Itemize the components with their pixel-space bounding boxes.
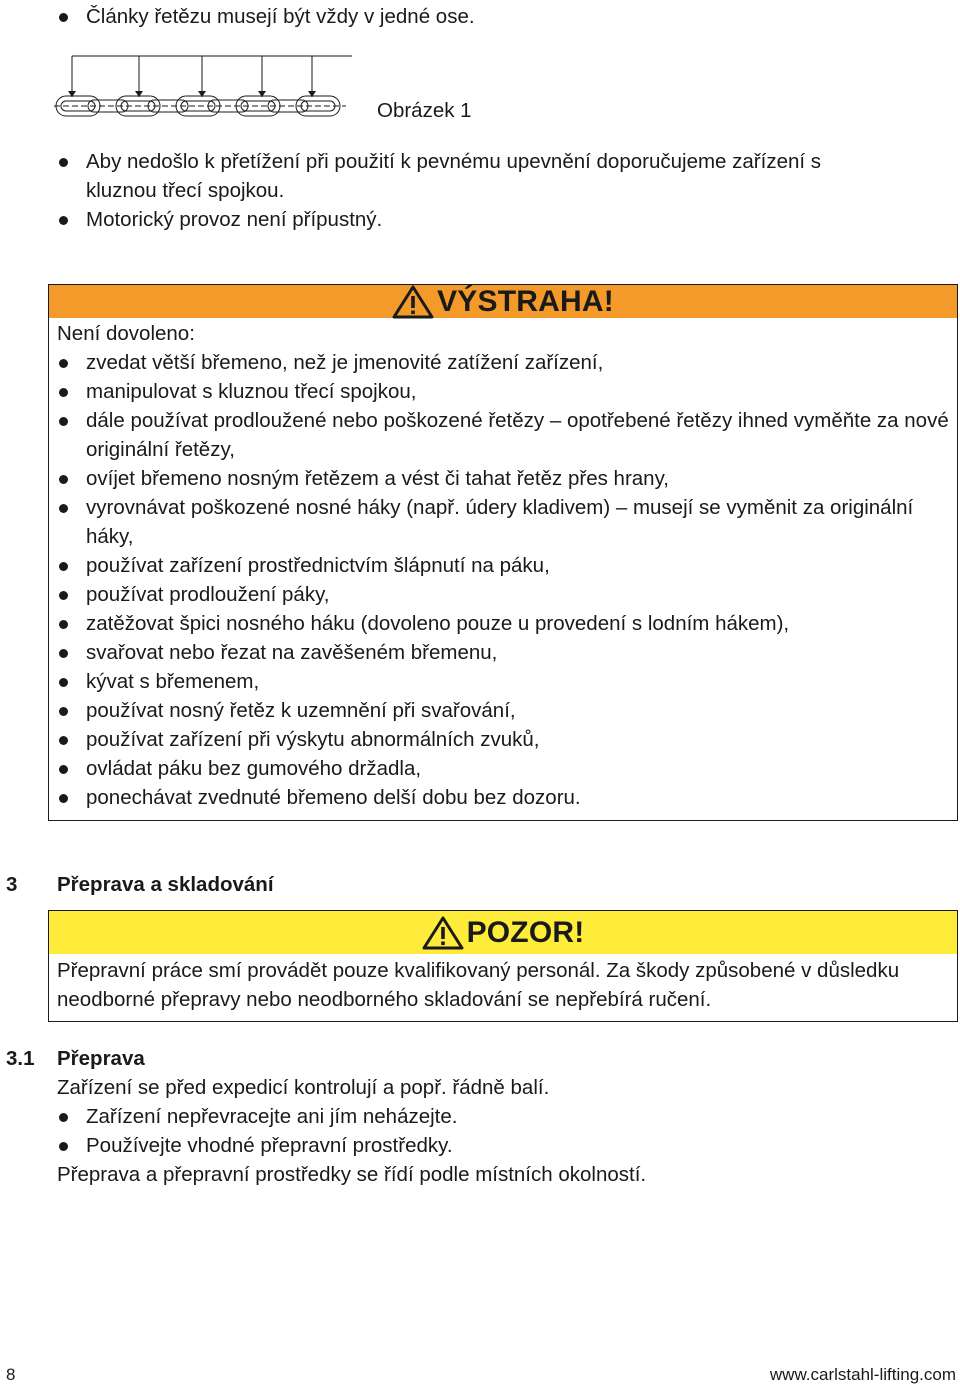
chain-alignment-figure bbox=[54, 53, 354, 123]
subsection-intro: Zařízení se před expedicí kontrolují a popř. řádně balí. bbox=[57, 1076, 550, 1099]
caution-header bbox=[49, 911, 957, 954]
list-item: manipulovat s kluznou třecí spojkou, bbox=[57, 377, 949, 406]
section-title: Přeprava a skladování bbox=[57, 873, 274, 896]
section-number: 3 bbox=[6, 873, 18, 896]
caution-text: Přepravní práce smí provádět pouze kvalifikovaný personál. Za škody způsobené v důsledku neodborné přepravy nebo neodborného skladování se nepřebírá ručení. bbox=[57, 959, 900, 1011]
warning-triangle-icon bbox=[392, 285, 434, 319]
warning-intro: Není dovoleno: bbox=[57, 322, 195, 345]
list-item: dále používat prodloužené nebo poškozené řetězy – opotřebené řetězy ihned vyměňte za nové originální řetězy, bbox=[57, 406, 949, 464]
caution-box bbox=[48, 910, 958, 1022]
list-item: ponechávat zvednuté břemeno delší dobu bez dozoru. bbox=[57, 783, 949, 812]
list-item: používat zařízení prostřednictvím šlápnutí na páku, bbox=[57, 551, 949, 580]
list-item: používat zařízení při výskytu abnormálních zvuků, bbox=[57, 725, 949, 754]
warning-body bbox=[57, 319, 949, 812]
warning-box bbox=[48, 284, 958, 821]
list-item: používat nosný řetěz k uzemnění při svařování, bbox=[57, 696, 949, 725]
page-number: 8 bbox=[6, 1365, 16, 1384]
list-item: kývat s břemenem, bbox=[57, 667, 949, 696]
subsection-title: Přeprava bbox=[57, 1047, 145, 1070]
subsection-number: 3.1 bbox=[6, 1047, 35, 1070]
top-bullet-list bbox=[57, 2, 937, 31]
footer-url: www.carlstahl-lifting.com bbox=[769, 1365, 956, 1384]
figure-caption: Obrázek 1 bbox=[377, 99, 472, 122]
list-item: Zařízení nepřevracejte ani jím neházejte. bbox=[57, 1102, 937, 1131]
subsection-outro: Přeprava a přepravní prostředky se řídí podle místních okolností. bbox=[57, 1163, 647, 1186]
list-item: zvedat větší břemeno, než je jmenovité zatížení zařízení, bbox=[57, 348, 949, 377]
warning-triangle-icon bbox=[422, 916, 464, 950]
list-item: Aby nedošlo k přetížení při použití k pevnému upevnění doporučujeme zařízení s kluznou třecí spojkou. bbox=[57, 147, 857, 205]
list-item: zatěžovat špici nosného háku (dovoleno pouze u provedení s lodním hákem), bbox=[57, 609, 949, 638]
warning-header bbox=[49, 285, 957, 318]
warning-list bbox=[57, 348, 949, 812]
caution-signal-word: POZOR! bbox=[466, 916, 585, 949]
list-item: ovládat páku bez gumového držadla, bbox=[57, 754, 949, 783]
list-item: ovíjet břemeno nosným řetězem a vést či tahat řetěz přes hrany, bbox=[57, 464, 949, 493]
subsection-bullet-list bbox=[57, 1102, 937, 1160]
list-item: vyrovnávat poškozené nosné háky (např. údery kladivem) – musejí se vyměnit za originální háky, bbox=[57, 493, 949, 551]
list-item: Články řetězu musejí být vždy v jedné ose. bbox=[57, 2, 937, 31]
list-item: používat prodloužení páky, bbox=[57, 580, 949, 609]
list-item: Motorický provoz není přípustný. bbox=[57, 205, 857, 234]
list-item: Používejte vhodné přepravní prostředky. bbox=[57, 1131, 937, 1160]
warning-signal-word: VÝSTRAHA! bbox=[437, 285, 614, 318]
mid-bullet-list bbox=[57, 147, 857, 234]
list-item: svařovat nebo řezat na zavěšeném břemenu, bbox=[57, 638, 949, 667]
